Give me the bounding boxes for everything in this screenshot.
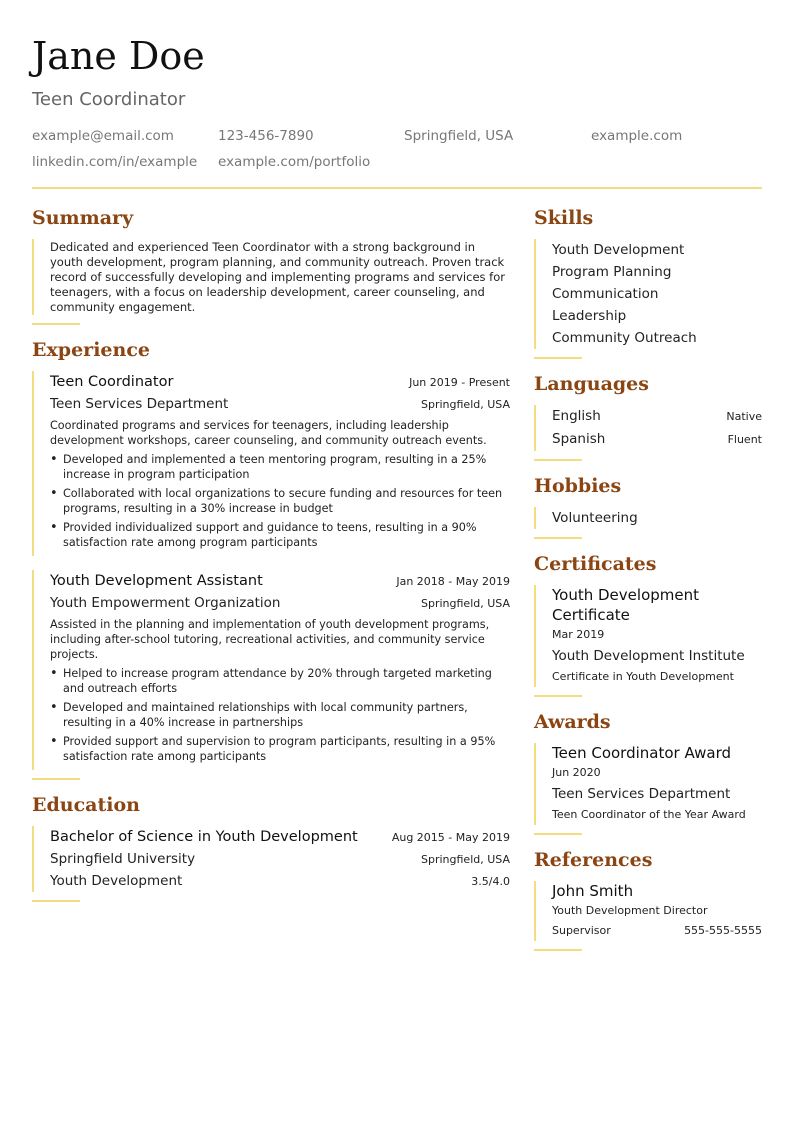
job-bullet: • Developed and maintained relationships with local community partners, resulting in a 40% increase in partnerships [50,700,510,730]
awards-section [534,709,762,835]
resume-page [32,0,762,1123]
school-name: Springfield University [50,851,196,867]
contact-portfolio[interactable]: example.com/portfolio [218,154,371,170]
degree-title: Bachelor of Science in Youth Development [50,829,358,845]
summary-section [32,205,510,325]
job-bullet: • Helped to increase program attendance by 20% through targeted marketing and outreach efforts [50,666,510,696]
certificate-title: Youth Development Certificate [552,586,699,624]
skill-item: Communication [552,286,659,302]
skills-list [534,239,762,349]
languages-heading: Languages [534,373,649,395]
experience-section [32,337,510,780]
certificates-heading: Certificates [534,553,657,575]
summary-heading: Summary [32,207,134,229]
job-location: Springfield, USA [421,597,510,610]
language-level: Native [726,410,762,423]
language-level: Fluent [727,433,762,446]
job-location: Springfield, USA [421,398,510,411]
languages-list [534,405,762,451]
education-section [32,792,510,902]
header-divider [32,187,762,189]
reference-item [534,881,762,941]
section-divider [534,695,582,697]
certificates-section [534,551,762,697]
award-issuer: Teen Services Department [552,786,731,802]
award-title: Teen Coordinator Award [552,744,731,762]
references-section [534,847,762,951]
reference-phone[interactable]: 555-555-5555 [684,924,762,937]
contact-phone[interactable]: 123-456-7890 [218,128,314,144]
award-detail: Teen Coordinator of the Year Award [552,808,746,821]
education-gpa: 3.5/4.0 [471,875,510,888]
job-title: Teen Coordinator [50,374,174,390]
award-date: Jun 2020 [552,766,601,779]
job-title: Youth Development Assistant [50,573,263,589]
section-divider [534,459,582,461]
skill-item: Program Planning [552,264,672,280]
section-divider [32,778,80,780]
skill-item: Youth Development [552,242,685,258]
side-column [534,205,762,963]
hobbies-list [534,507,762,529]
language-item [552,428,762,451]
contact-linkedin[interactable]: linkedin.com/in/example [32,154,198,170]
contact-email[interactable]: example@email.com [32,128,174,144]
education-heading: Education [32,794,140,816]
job-bullet: • Provided support and supervision to program participants, resulting in a 95% satisfaction rate among participants [50,734,510,764]
job-bullet: • Collaborated with local organizations to secure funding and resources for teen programs, resulting in a 30% increase in budget [50,486,510,516]
section-divider [534,833,582,835]
experience-item [32,371,510,556]
reference-relation: Supervisor [552,924,611,937]
experience-heading: Experience [32,339,150,361]
study-field: Youth Development [50,873,183,889]
reference-name: John Smith [552,882,634,900]
hobby-item: Volunteering [552,510,638,526]
candidate-title: Teen Coordinator [32,89,186,110]
job-bullet: • Provided individualized support and guidance to teens, resulting in a 90% satisfaction rate among program participants [50,520,510,550]
experience-item [32,570,510,770]
contact-location: Springfield, USA [404,128,514,144]
skill-item: Community Outreach [552,330,697,346]
section-divider [534,357,582,359]
language-name: Spanish [552,431,606,447]
job-bullet: • Developed and implemented a teen mentoring program, resulting in a 25% increase in program participation [50,452,510,482]
summary-block [32,239,510,315]
job-bullets [50,666,510,764]
language-name: English [552,408,601,424]
hobbies-heading: Hobbies [534,475,622,497]
languages-section [534,371,762,461]
skills-section [534,205,762,359]
skills-heading: Skills [534,207,594,229]
language-item [552,405,762,428]
certificate-detail: Certificate in Youth Development [552,670,734,683]
hobbies-section [534,473,762,539]
education-date: Aug 2015 - May 2019 [391,831,510,844]
certificate-issuer: Youth Development Institute [552,648,745,664]
section-divider [32,900,80,902]
award-item [534,743,762,825]
awards-heading: Awards [534,711,611,733]
skill-item: Leadership [552,308,627,324]
main-column [32,205,510,914]
section-divider [534,949,582,951]
section-divider [32,323,80,325]
candidate-name: Jane Doe [32,34,205,78]
section-divider [534,537,582,539]
certificate-date: Mar 2019 [552,628,605,641]
job-description: Coordinated programs and services for teenagers, including leadership development workshops, career counseling, and community outreach events. [50,419,487,447]
job-organization: Teen Services Department [50,396,229,412]
contact-website[interactable]: example.com [591,128,683,144]
certificate-item [534,585,762,687]
job-date: Jun 2019 - Present [409,376,510,389]
references-heading: References [534,849,653,871]
school-location: Springfield, USA [421,853,510,866]
reference-role: Youth Development Director [552,904,708,917]
job-bullets [50,452,510,550]
job-organization: Youth Empowerment Organization [50,595,281,611]
job-date: Jan 2018 - May 2019 [396,575,510,588]
summary-text: Dedicated and experienced Teen Coordinator with a strong background in youth development, program planning, and community outreach. Proven track record of successfully developing and implementing programs and services for teenagers, with a focus on leadership development, career counseling, and community engagement. [50,240,505,314]
education-item [32,826,510,892]
job-description: Assisted in the planning and implementation of youth development programs, including after-school tutoring, recreational activities, and community service projects. [50,618,490,661]
